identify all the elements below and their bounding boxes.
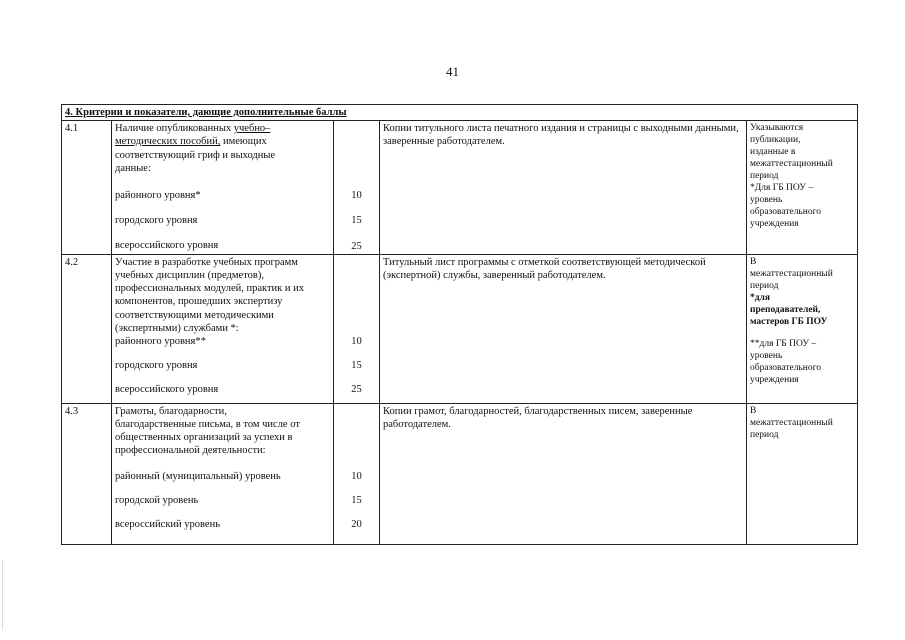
points-cell [334, 254, 380, 403]
level-label: городского уровня [115, 360, 198, 372]
evidence-cell: Копии грамот, благодарностей, благодарственных писем, заверенные работодателем. [380, 403, 747, 544]
criterion-text-line: общественных организаций за успехи в [115, 432, 293, 444]
criterion-text-line: (экспертными) службами *: [115, 322, 239, 334]
level-label: городской уровень [115, 494, 199, 506]
criterion-text-line: профессиональных модулей, практик и их [115, 283, 305, 295]
criterion-text-line: компонентов, прошедших экспертизу [115, 296, 283, 308]
criterion-text-line: Участие в разработке учебных программ [115, 256, 298, 268]
level-label: всероссийского уровня [115, 240, 219, 252]
note-cell: Указываются публикации, изданные в межаттестационный период *Для ГБ ПОУ – уровень образовательного учреждения [747, 121, 858, 255]
points-value: 10 [351, 470, 362, 482]
level-label: городского уровня [115, 215, 198, 227]
criterion-text-line: Наличие опубликованных учебно– методических пособий, имеющих [115, 123, 271, 148]
evidence-cell: Копии титульного листа печатного издания и страницы с выходными данными, заверенные работодателем. [380, 121, 747, 255]
section-heading [62, 105, 858, 121]
points-value: 10 [351, 190, 362, 202]
points-value: 15 [351, 360, 362, 372]
criteria-table [61, 104, 858, 545]
points-value: 25 [351, 384, 362, 396]
level-label: всероссийский уровень [115, 519, 221, 531]
points-value: 10 [351, 335, 362, 347]
criterion-text-line: благодарственные письма, в том числе от [115, 419, 300, 431]
criterion-text-line: соответствующими методическими [115, 309, 274, 321]
note-cell: В межаттестационный период *для преподавателей, мастеров ГБ ПОУ **для ГБ ПОУ – уровень образовательного учреждения [747, 254, 858, 403]
level-label: районного уровня** [115, 336, 206, 348]
criterion-text-line: профессиональной деятельности: [115, 445, 266, 457]
criterion-cell [112, 121, 334, 255]
points-value: 20 [351, 519, 362, 531]
page-number: 41 [446, 64, 459, 79]
level-label: всероссийского уровня [115, 384, 219, 396]
points-cell [334, 121, 380, 255]
criterion-text-line: Грамоты, благодарности, [115, 405, 227, 417]
points-value: 15 [351, 215, 362, 227]
points-cell [334, 403, 380, 544]
table-row [62, 403, 858, 544]
criterion-cell [112, 254, 334, 403]
note-cell: В межаттестационный период [747, 403, 858, 544]
criterion-text-line: данные: [115, 162, 151, 174]
section-title: 4. Критерии и показатели, дающие дополнительные баллы [65, 107, 347, 118]
table-row [62, 121, 858, 255]
criterion-text-line: соответствующий гриф и выходные [115, 149, 276, 161]
criterion-number: 4.3 [62, 403, 112, 544]
evidence-cell: Титульный лист программы с отметкой соответствующей методической (экспертной) службы, заверенный работодателем. [380, 254, 747, 403]
level-label: районный (муниципальный) уровень [115, 470, 281, 482]
level-label: районного уровня* [115, 190, 201, 202]
points-value: 25 [351, 240, 362, 252]
points-value: 15 [351, 495, 362, 507]
criterion-text-line: учебных дисциплин (предметов), [115, 270, 264, 282]
criterion-number: 4.2 [62, 254, 112, 403]
section-heading-row [62, 105, 858, 121]
scan-edge-mark [2, 560, 3, 630]
criterion-cell [112, 403, 334, 544]
table-row [62, 254, 858, 403]
criterion-number: 4.1 [62, 121, 112, 255]
